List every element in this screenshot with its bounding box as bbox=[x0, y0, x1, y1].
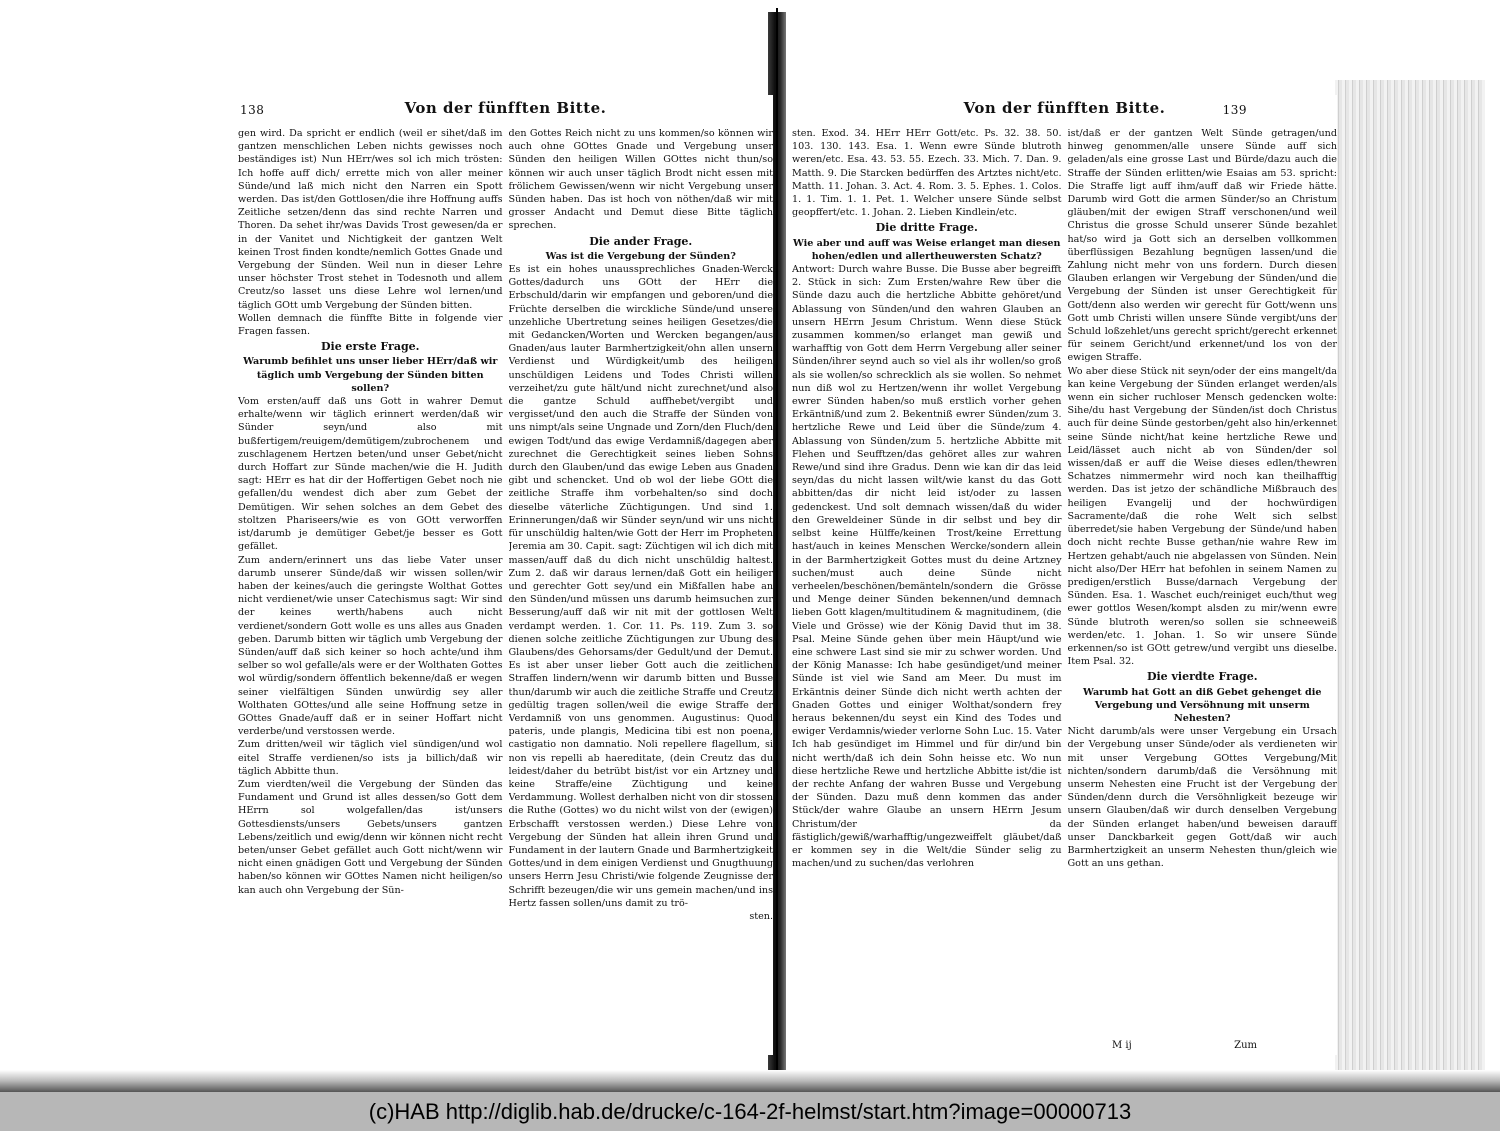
left-page-number: 138 bbox=[240, 103, 265, 117]
paragraph: Vom ersten/auff daß uns Gott in wahrer Demut erhalte/wenn wir täglich erinnert werden/daß wir Sünder seyn/und also mit bußfertigem/reuigem/demütigem/zubrochenem und zuschlagenem Hertzen beten/und unser Gebet/nicht durch Hoffart zur Sünde machen/wie die H. Judith sagt: HErr es hat dir der Hoffertigen Gebet noch nie gefallen/du wendest dich aber zum Gebet der Demütigen. Wir sehen solches an dem Gebet des stoltzen Phariseers/wie es von GOtt verworffen ist/darumb je demütiger Gebet/je besser es Gott gefället. bbox=[238, 396, 503, 553]
left-page bbox=[238, 95, 773, 1055]
paragraph: sten. Exod. 34. HErr HErr Gott/etc. Ps. 32. 38. 50. 103. 130. 143. Esa. 1. Wenn ewre Sünde blutroth weren/etc. Esa. 43. 53. 55. Ezech. 33. Mich. 7. Dan. 9. Matth. 9. Die Starcken bedürffen des Artztes nicht/etc. Matth. 11. Johan. 3. Act. 4. Rom. 3. 5. Ephes. 1. Colos. 1. 1. Tim. 1. 1. Pet. 1. Welcher unsere Sünde selbst geopffert/etc. 1. Johan. 2. Lieben Kindlein/etc. bbox=[792, 128, 1062, 219]
section-question: Warumb hat Gott an diß Gebet gehenget die Vergebung und Versöhnung mit unserm Nehesten? bbox=[1083, 686, 1322, 724]
gutter-line bbox=[776, 8, 778, 1088]
section-heading: Die ander Frage. bbox=[589, 234, 693, 248]
paragraph: gen wird. Da spricht er endlich (weil er sihet/daß im gantzen menschlichen Leben nichts gewisses noch beständiges ist) Nun HErr/wes sol ich mich trösten: Ich hoffe auff dich/ errette mich von aller meiner Sünde/und laß mich nicht den Narren ein Spott werden. Das ist/den Gottlosen/die ihre Hoffnung auffs Zeitliche setzen/denn das sind rechte Narren und Thoren. Da sehet ihr/was Davids Trost gewesen/da er in der Vanitet und Nichtigkeit der gantzen Welt keinen Trost finden kondte/nemlich Gottes Gnade und Vergebung der Sünden. Weil nun in dieser Lehre unser höchster Trost stehet in Todesnoth und allem Creutz/so lasset uns diese Lehre wol lernen/und täglich GOtt umb Vergebung der Sünden bitten. bbox=[238, 128, 503, 311]
page-edges-right bbox=[1335, 80, 1485, 1085]
paragraph: Wo aber diese Stück nit seyn/oder der eins mangelt/da kan keine Vergebung der Sünden erlanget werden/als wenn ein sicher ruchloser Mensch gedencken wolte: Sihe/du hast Vergebung der Sünden/ist doch Christus auch für deine Sünde gestorben/geht also hin/erkennet seine Sünde nicht/hat keine hertzliche Rewe und Leid/lässet auch nicht ab von Sünden/der sol wissen/daß er auff die Weise dieses edlen/thewren Schatzes nimmermehr wird noch kan theilhafftig werden. Das ist jetzo der schändliche Mißbrauch des heiligen Evangelij und der hochwürdigen Sacramente/daß die rohe Welt sich selbst überredet/sie haben Vergebung der Sünde/und haben doch nicht rechte Busse gethan/nie wahre Rew im Hertzen gehabt/auch nie abgelassen von Sünden. Nein nicht also/Der HErr hat befohlen in seinem Namen zu predigen/erstlich Busse/darnach Vergebung der Sünden. Esa. 1. Waschet euch/reiniget euch/thut weg ewer gottlos Wesen/kompt alsden zu mir/wenn ewre Sünde blutroth weren/so sollen sie schneeweiß werden/etc. 1. Johan. 1. So wir unsere Sünde erkennen/so ist GOtt getrew/und vergibt uns dieselbe. Item Psal. 32. bbox=[1067, 365, 1337, 668]
page-edges-bottom bbox=[0, 1070, 1500, 1092]
paragraph: Zum vierdten/weil die Vergebung der Sünden das Fundament und Grund ist alles dessen/so Gott dem HErrn sol wolgefallen/das ist/unsers Gottesdiensts/unsers Gebets/unsers gantzen Lebens/zeitlich und ewig/denn wir können nicht recht beten/unser Gebet gefället auch Gott nicht/wenn wir nicht einen gnädigen Gott und Vergebung der Sünden haben/so können wir GOttes Namen nicht heiligen/so kan auch ohn Vergebung der Sün- bbox=[238, 778, 503, 896]
paragraph: Es ist ein hohes unaussprechliches Gnaden-Werck Gottes/dadurch uns GOtt der HErr die Erbschuld/darin wir empfangen und geboren/und die Früchte derselben die wirckliche Sünde/und unsere unzehliche Ubertretung seines heiligen Gesetzes/die mit Gedancken/Worten und Wercken begangen/aus Gnaden/aus lauter Barmhertzigkeit/ohn allen unsern Verdienst und Würdigkeit/umb des heiligen unschüldigen Leidens und Todes Christi willen verzeihet/zu gute hält/und nicht zurechnet/und also die gantze Schuld auffhebet/vergibt und vergisset/und den auch die Straffe der Sünden von uns nimpt/als seine Ungnade und Zorn/den Fluch/den ewigen Todt/und das ewige Verdamniß/dagegen aber zurechnet die Gerechtigkeit seines lieben Sohns durch den Glauben/und das ewige Leben aus Gnaden gibt und schencket. Und ob wol der liebe GOtt die zeitliche Straffe ihm vorbehalten/so sind doch dieselbe väterliche Züchtigungen. Und sind 1. Erinnerungen/daß wir Sünder seyn/und wir uns nicht für unschüldig halten/wie Gott der Herr im Propheten Jeremia am 30. Capit. sagt: Züchtigen wil ich dich mit massen/auff daß du dich nicht unschüldig haltest. Zum 2. daß wir daraus lernen/daß Gott ein heiliger und gerechter Gott sey/und ein Mißfallen habe an den Sünden/und müssen uns darumb heimsuchen zur Besserung/auff daß wir nit mit der gottlosen Welt verdampt werden. 1. Cor. 11. Ps. 119. Zum 3. so dienen solche zeitliche Züchtigungen zur Ubung des Glaubens/des Gehorsams/der Gedult/und der Demut. Es ist aber unser lieber Gott auch die zeitlichen Straffen lindern/wenn wir darumb bitten und Busse thun/darumb wir auch die zeitliche Straffe und Creutz gedültig tragen sollen/weil die ewige Straffe der Verdamniß von uns genommen. Augustinus: Quod pateris, unde plangis, Medicina tibi est non poena, castigatio non damnatio. Noli repellere flagellum, si non vis repelli ab haereditate, (dein Creutz das du leidest/daher du betrübt bist/ist vor ein Artzney und keine Straffe/eine Züchtigung und keine Verdammung. Wollest derhalben nicht von dir stossen die Ruthe (Gottes) wo du nicht wilst von der (ewigen) Erbschafft verstossen werden.) Diese Lehre von Vergebung der Sünden hat allein ihren Grund und Fundament in der lautern Gnade und Barmhertzigkeit Gottes/und in dem einigen Verdienst und Gnugthuung unsers Herrn Jesu Christi/wie folgende Zeugnisse der Schrifft bezeugen/die wir uns gemein machen/und ins Hertz fassen sollen/uns damit zu trö- bbox=[508, 264, 773, 909]
paragraph: Nicht darumb/als were unser Vergebung ein Ursach der Vergebung unser Sünde/oder als verdieneten wir mit unser Vergebung GOttes Vergebung/Mit nichten/sondern darumb/daß die Versöhnung mit unserm Nehesten eine Frucht ist der Vergebung der Sünden/denn durch die Versöhnligkeit bezeuge wir unsern Glauben/daß wir durch denselben Vergebung der Sünden erlanget haben/und beweisen darauff unser Danckbarkeit gegen Gott/daß wir auch Barmhertzigkeit an unserm Nehesten thun/gleich wie Gott an uns gethan. bbox=[1067, 726, 1337, 870]
right-page-header bbox=[792, 95, 1337, 125]
right-page bbox=[792, 95, 1337, 1055]
paragraph: Wollen demnach die fünffte Bitte in folgende vier Fragen fassen. bbox=[238, 312, 503, 338]
right-column-2 bbox=[1068, 127, 1338, 1027]
right-running-head: Von der fünfften Bitte. bbox=[963, 99, 1166, 117]
right-page-number: 139 bbox=[1222, 103, 1247, 117]
left-page-header bbox=[238, 95, 773, 125]
section-heading: Die vierdte Frage. bbox=[1146, 670, 1258, 684]
signature-mark: M ij bbox=[1112, 1040, 1132, 1051]
catchword: sten. bbox=[749, 910, 773, 922]
section-heading: Die dritte Frage. bbox=[875, 221, 978, 235]
left-running-head: Von der fünfften Bitte. bbox=[404, 99, 607, 117]
section-question: Warumb befihlet uns unser lieber HErr/daß wir täglich umb Vergebung der Sünden bitten sollen? bbox=[243, 356, 498, 394]
section-heading: Die erste Frage. bbox=[320, 340, 420, 354]
paragraph: ist/daß er der gantzen Welt Sünde getragen/und hinweg genommen/alle unsere Sünde auff sich geladen/als eine grosse Last und Bürde/dazu auch die Straffe der Sünden erlitten/wie Esaias am 53. spricht: Die Straffe ligt auff ihm/auff daß wir Friede hätte. Darumb wird Gott die armen Sünder/so an Christum gläuben/mit der ewigen Straff verschonen/und weil Christus die grosse Schuld unserer Sünde bezahlet hat/so wird ja Gott sich an derselben vollkommen überflüssigen Bezahlung begnügen lassen/und die Zahlung nicht mehr von uns fordern. Durch diesen Glauben erlangen wir Vergebung der Sünden/und die Vergebung der Sünden ist unser Gerechtigkeit für Gott/denn also werden wir gerecht für Gott/wenn uns Gott umb Christi willen unsere Sünde vergibt/uns der Schuld loßzehlet/uns gerecht spricht/gerecht erkennet für seinem Gericht/und erkennet/und los von der ewigen Straffe. bbox=[1067, 128, 1337, 364]
paragraph: den Gottes Reich nicht zu uns kommen/so können wir auch ohne GOttes Gnade und Vergebung unser Sünden den heiligen Willen GOttes nicht thun/so können wir auch unser täglich Brodt nicht essen mit frölichem Gewissen/wenn wir nicht Vergebung unser Sünden haben. Das ist hoch von nöthen/daß wir mit grosser Andacht und Demut diese Bitte täglich sprechen. bbox=[508, 128, 773, 232]
paragraph: Antwort: Durch wahre Busse. Die Busse aber begreifft 2. Stück in sich: Zum Ersten/wahre Rew über die Sünde dazu auch die hertzliche Abbitte gehöret/und Ablassung von Sünden/und den wahren Glauben an unsern HErrn Jesum Christum. Wenn diese Stück zusammen kommen/so erlanget man gewiß und warhafftig von Gott dem Herrn Vergebung aller seiner Sünden/ihrer seynd auch so viel als ihr wollen/so groß als sie wollen/so schrecklich als sie wollen. So nehmet nun diß wol zu Hertzen/wenn ihr wollet Vergebung ewrer Sünden haben/so muß erstlich vorher gehen Erkäntniß/und zum 2. Bekentniß ewrer Sünden/zum 3. hertzliche Rewe und Leid über die Sünde/zum 4. Ablassung von Sünden/zum 5. hertzliche Abbitte mit Flehen und Seufftzen/das gehöret alles zur wahren Rewe/und sind ihre Gradus. Denn wie kan dir das leid seyn/das du nicht lassen wilt/wie kanst du das Gott abbitten/das dir nicht leid ist/oder zu lassen gedenckest. Und solt demnach wissen/daß du wider den Greweldeiner Sünde in dir selbst und bey dir selbst keine Hülffe/keinen Trost/keine Errettung hast/auch in keines Menschen Wercke/sondern allein in der Barmhertzigkeit Gottes must du deine Artzney suchen/must auch deine Sünde nicht verheelen/beschönen/bemänteln/sondern die Grösse und Menge deiner Sünden bekennen/und demnach lieben Gott klagen/multitudinem & magnitudinem, (die Viele und Grösse) wie der König David thut im 38. Psal. Meine Sünde gehen über mein Häupt/und wie eine schwere Last sind sie mir zu schwer worden. Und der König Manasse: Ich habe gesündiget/und meiner Sünde ist viel wie Sand am Meer. Du must im Erkäntnis deiner Sünde dich nicht werth achten der Gnaden Gottes und einiger Wolthat/sondern frey heraus bekennen/du seyst ein Kind des Todes und ewiger Verdamnis/wieder verlorne Sohn Luc. 15. Vater Ich hab gesündiget im Himmel und für dir/und bin nicht werth/daß ich dein Sohn heisse etc. Wo nun diese hertzliche Rewe und hertzliche Abbitte ist/die ist der rechte Anfang der wahren Busse und Vergebung der Sünden. Dazu muß denn kommen das ander Stück/der wahre Glaube an unsern HErrn Jesum Christum/der da fästiglich/gewiß/warhafftig/ungezweiffelt gläubet/daß er kommen sey in die Welt/die Sünder selig zu machen/und zu suchen/das verlohren bbox=[792, 264, 1062, 870]
left-column-2 bbox=[509, 127, 774, 1055]
section-question: Wie aber und auff was Weise erlanget man diesen hohen/edlen und allertheuwersten Schatz? bbox=[792, 237, 1061, 262]
paragraph: Zum dritten/weil wir täglich viel sündigen/und wol eitel Straffe verdienen/so ists ja billich/daß wir täglich Abbitte thun. bbox=[238, 739, 503, 777]
paragraph: Zum andern/erinnert uns das liebe Vater unser darumb unserer Sünde/daß wir wissen sollen/wir haben der keines/auch die geringste Wolthat Gottes nicht verdienet/wie unser Catechismus sagt: Wir sind der keines werth/habens auch nicht verdienet/sondern Gott wolle es uns alles aus Gnaden geben. Darumb bitten wir täglich umb Vergebung der Sünden/auff daß sich keiner so hoch achte/und ihm selber so wol gefalle/als were er der Wolthaten Gottes wol würdig/sondern öffentlich bekenne/daß er wegen seiner vielfältigen Sünden unwürdig sey aller Wolthaten GOttes/und alle seine Hoffnung setze in GOttes Gnade/auff daß er in seiner Hoffart nicht verderbe/und verstossen werde. bbox=[238, 554, 503, 738]
left-column-1 bbox=[238, 127, 503, 1055]
copyright-caption: (c)HAB http://diglib.hab.de/drucke/c-164-2f-helmst/start.htm?image=00000713 bbox=[0, 1092, 1500, 1131]
right-column-1 bbox=[792, 127, 1062, 1027]
section-question: Was ist die Vergebung der Sünden? bbox=[545, 250, 736, 262]
catchword: Zum bbox=[1234, 1040, 1257, 1051]
